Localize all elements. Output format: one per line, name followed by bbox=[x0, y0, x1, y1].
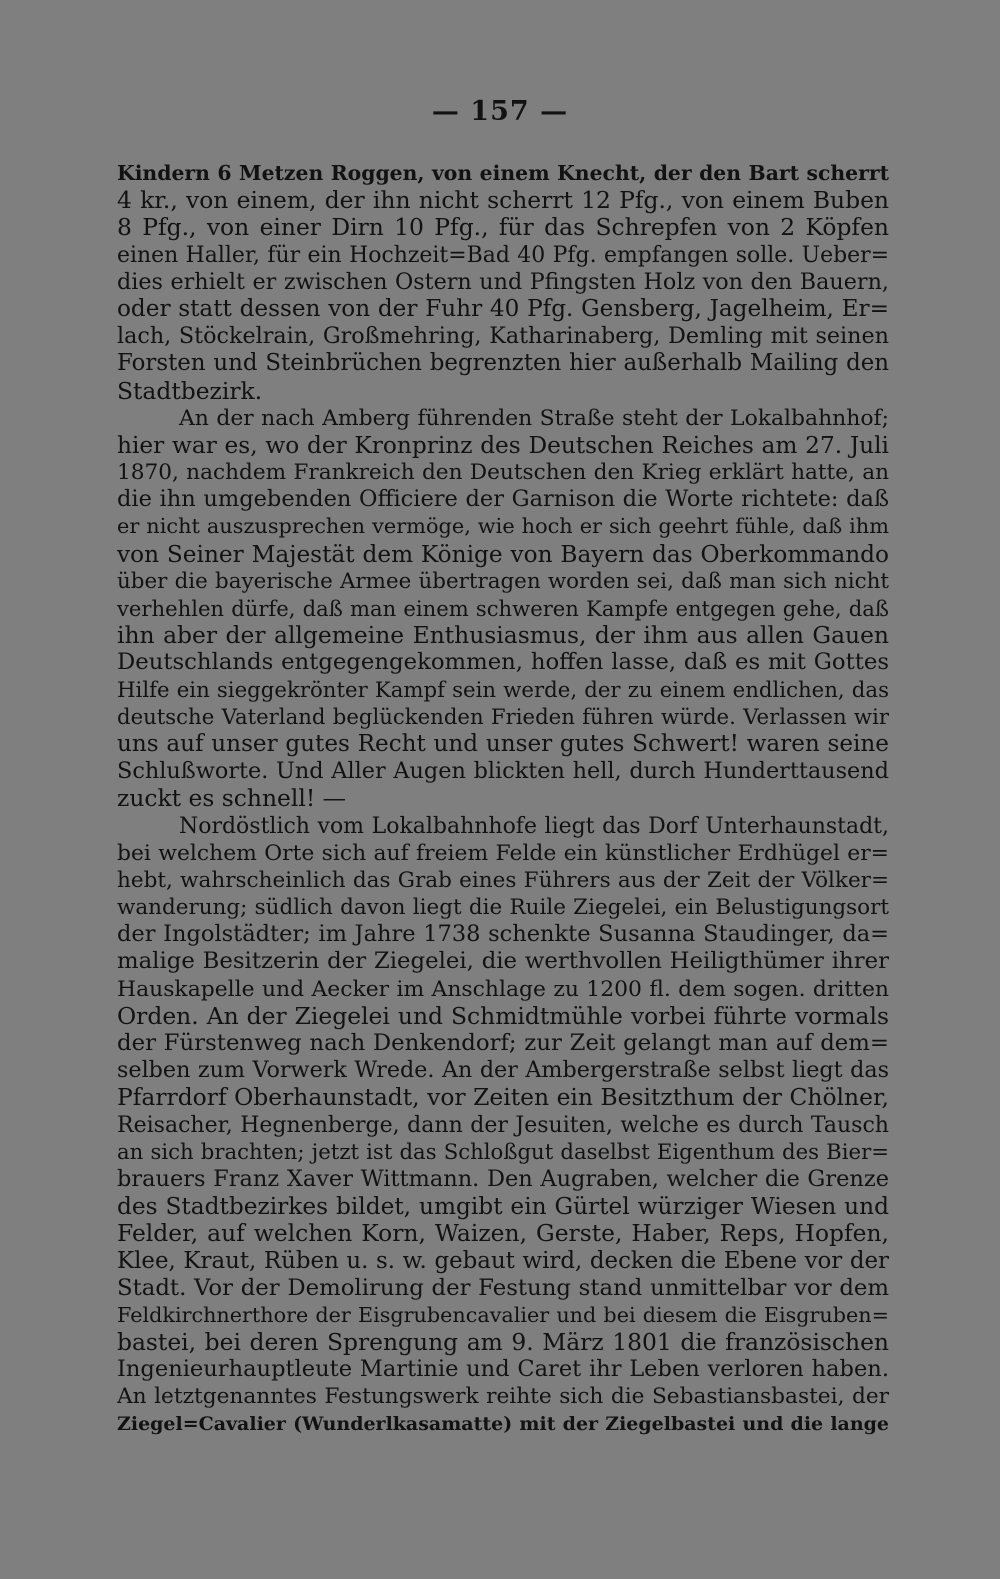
text-line: an sich brachten; jetzt ist das Schloßgut daselbst Eigenthum des Bier= bbox=[117, 1139, 889, 1165]
text-line: Stadtbezirk. bbox=[117, 377, 263, 405]
text-line: Nordöstlich vom Lokalbahnhofe liegt das Dorf Unterhaunstadt, bbox=[179, 813, 889, 839]
text-line: Ziegel=Cavalier (Wunderlkasamatte) mit der Ziegelbastei und die lange bbox=[117, 1412, 889, 1435]
text-line: der Ingolstädter; im Jahre 1738 schenkte Susanna Staudinger, da= bbox=[117, 921, 889, 948]
text-line: 8 Pfg., von einer Dirn 10 Pfg., für das Schrepfen von 2 Köpfen bbox=[117, 214, 889, 242]
text-line: Stadt. Vor der Demolirung der Festung stand unmittelbar vor dem bbox=[117, 1274, 889, 1301]
text-line: hebt, wahrscheinlich das Grab eines Führers aus der Zeit der Völker= bbox=[117, 867, 889, 893]
text-line: Ingenieurhauptleute Martinie und Caret ihr Leben verloren haben. bbox=[117, 1356, 889, 1383]
text-line: Deutschlands entgegengekommen, hoffen lasse, daß es mit Gottes bbox=[117, 649, 889, 676]
body-text bbox=[117, 160, 889, 1438]
text-line: einen Haller, für ein Hochzeit=Bad 40 Pfg. empfangen solle. Ueber= bbox=[117, 242, 889, 268]
text-line: Pfarrdorf Oberhaunstadt, vor Zeiten ein Besitzthum der Chölner, bbox=[117, 1084, 889, 1112]
text-line: ihn aber der allgemeine Enthusiasmus, der ihm aus allen Gauen bbox=[117, 622, 889, 650]
text-line: die ihn umgebenden Officiere der Garnison die Worte richtete: daß bbox=[117, 486, 889, 513]
text-line: uns auf unser gutes Recht und unser gutes Schwert! waren seine bbox=[117, 730, 889, 757]
text-line: bastei, bei deren Sprengung am 9. März 1801 die französischen bbox=[117, 1329, 889, 1357]
text-line: An der nach Amberg führenden Straße steht der Lokalbahnhof; bbox=[179, 405, 889, 431]
text-line: selben zum Vorwerk Wrede. An der Ambergerstraße selbst liegt das bbox=[117, 1057, 889, 1084]
text-line: der Fürstenweg nach Denkendorf; zur Zeit gelangt man auf dem= bbox=[117, 1030, 889, 1056]
text-line: er nicht auszusprechen vermöge, wie hoch er sich geehrt fühle, daß ihm bbox=[117, 514, 889, 539]
text-line: brauers Franz Xaver Wittmann. Den Augraben, welcher die Grenze bbox=[117, 1165, 889, 1192]
text-line: des Stadtbezirkes bildet, umgibt ein Gürtel würziger Wiesen und bbox=[117, 1193, 889, 1221]
text-line: Felder, auf welchen Korn, Waizen, Gerste, Haber, Reps, Hopfen, bbox=[117, 1220, 889, 1248]
text-line: 1870, nachdem Frankreich den Deutschen den Krieg erklärt hatte, an bbox=[117, 460, 889, 486]
text-line: Reisacher, Hegnenberge, dann der Jesuiten, welche es durch Tausch bbox=[117, 1112, 889, 1138]
text-line: verhehlen dürfe, daß man einem schweren Kampfe entgegen gehe, daß bbox=[117, 596, 889, 621]
text-line: 4 kr., von einem, der ihn nicht scherrt 12 Pfg., von einem Buben bbox=[117, 187, 889, 215]
page-number: — 157 — bbox=[431, 96, 569, 127]
text-line: zuckt es schnell! — bbox=[117, 785, 347, 813]
text-line: An letztgenanntes Festungswerk reihte sich die Sebastiansbastei, der bbox=[117, 1384, 889, 1410]
text-line: Forsten und Steinbrüchen begrenzten hier außerhalb Mailing den bbox=[117, 350, 889, 377]
text-line: über die bayerische Armee übertragen worden sei, daß man sich nicht bbox=[117, 568, 889, 594]
text-line: hier war es, wo der Kronprinz des Deutschen Reiches am 27. Juli bbox=[117, 431, 889, 459]
text-line: Orden. An der Ziegelei und Schmidtmühle vorbei führte vormals bbox=[117, 1002, 889, 1030]
text-line: Schlußworte. Und Aller Augen blickten hell, durch Hunderttausend bbox=[117, 758, 889, 785]
text-line: bei welchem Orte sich auf freiem Felde ein künstlicher Erdhügel er= bbox=[117, 840, 889, 866]
text-line: Feldkirchnerthore der Eisgrubencavalier und bei diesem die Eisgruben= bbox=[117, 1302, 889, 1327]
text-line: deutsche Vaterland beglückenden Frieden führen würde. Verlassen wir bbox=[117, 704, 889, 730]
text-line: lach, Stöckelrain, Großmehring, Katharinaberg, Demling mit seinen bbox=[117, 323, 889, 350]
text-line: wanderung; südlich davon liegt die Ruile Ziegelei, ein Belustigungsort bbox=[117, 895, 889, 921]
text-line: Kindern 6 Metzen Roggen, von einem Knecht, der den Bart scherrt bbox=[117, 161, 889, 185]
text-line: oder statt dessen von der Fuhr 40 Pfg. Gensberg, Jagelheim, Er= bbox=[117, 295, 889, 322]
text-line: malige Besitzerin der Ziegelei, die werthvollen Heiligthümer ihrer bbox=[117, 948, 889, 975]
text-line: Klee, Kraut, Rüben u. s. w. gebaut wird, decken die Ebene vor der bbox=[117, 1247, 889, 1274]
text-line: dies erhielt er zwischen Ostern und Pfingsten Holz von den Bauern, bbox=[117, 268, 889, 295]
text-line: Hilfe ein sieggekrönter Kampf sein werde, der zu einem endlichen, das bbox=[117, 677, 889, 703]
text-line: von Seiner Majestät dem Könige von Bayern das Oberkommando bbox=[117, 540, 889, 568]
text-line: Hauskapelle und Aecker im Anschlage zu 1200 fl. dem sogen. dritten bbox=[117, 976, 889, 1002]
